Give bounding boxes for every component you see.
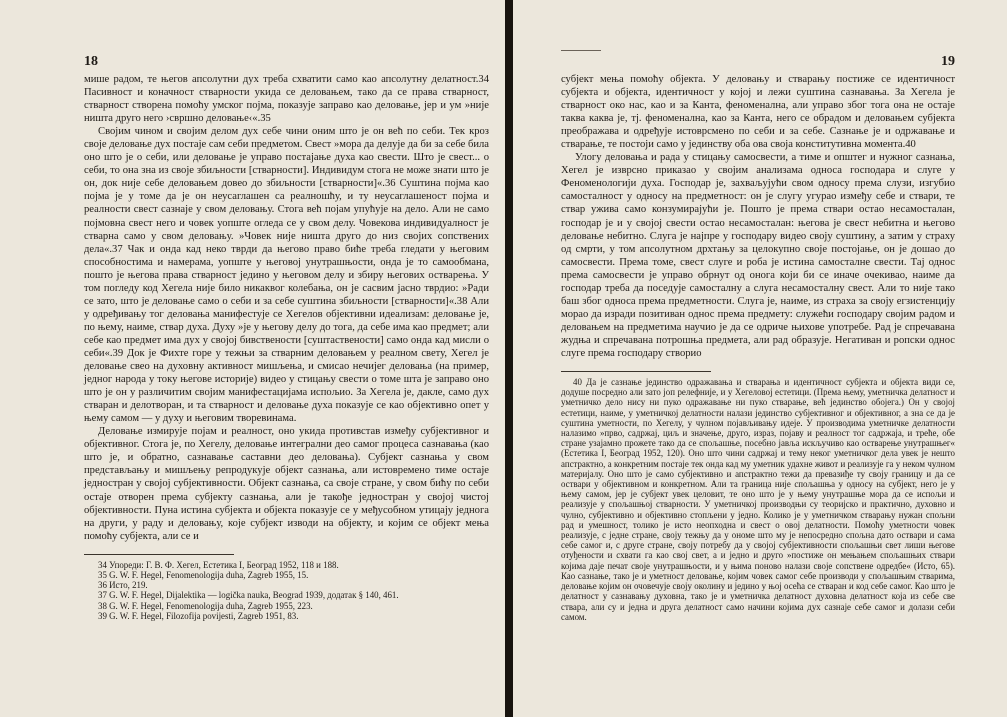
footnote: 34 Упореди: Г. В. Ф. Хегел, Естетика I, Београд 1952, 118 и 188. — [98, 559, 339, 570]
footnote-divider — [561, 371, 711, 372]
footnote: 35 G. W. F. Hegel, Fenomenologija duha, Zagreb 1955, 15. — [98, 569, 309, 580]
main-text — [84, 73, 489, 543]
page-number: 19 — [941, 54, 955, 69]
footnote-divider — [84, 554, 234, 555]
right-page — [513, 0, 1007, 717]
page-number: 18 — [84, 54, 98, 69]
book-gutter — [505, 0, 513, 717]
paragraph: Деловање измирује појам и реалност, оно укида противстав између субјективног и објективног. Стога је, по Хегелу, деловање интегрални део самог процеса сазнавања (као што је, и обратно, сазнавање саставни део деловања). Субјект сазнања у свом представљању и мишљењу репродукује објект сазнања, али истовремено тиме остаје једностран у својој субјективности. Објект сазнања, са своје стране, у свом бићу по себи остаје отворен према субјекту сазнања, али је такође једностран у својој чистој објективности. Пуна истина субјекта и објекта показује се у међусобном утицају једнога на други, у раду и деловању, које субјект изводи на објекту, и којим се објект мења помоћу субјекта, али се и — [84, 426, 489, 542]
footnote: 37 G. W. F. Hegel, Dijalektika — logička nauka, Beograd 1939, додатак § 140, 461. — [98, 590, 399, 601]
footnotes — [84, 560, 489, 621]
main-text — [561, 73, 955, 360]
footnote: 36 Исто, 219. — [98, 580, 148, 591]
paragraph: мише радом, те његов апсолутни дух треба схватити само као апсолутну делатност.34 Пасивност и коначност стварности укида се деловањем, тако да се права стварност, стварност створена помоћу умског појма, показује заправо као деловање, јер и ум »није ништа друго него ›свршно деловање‹«.35 — [84, 74, 489, 125]
paragraph: субјект мења помоћу објекта. У деловању и стварању постиже се идентичност субјекта и објекта, идентичност у којој и лежи суштина сазнавања. За Хегела је стварност око нас, као и за Канта, феноменална, али управо због тога она не остаје таква каква је, тј. феноменална, као за Канта, него се обрадом и деловањем субјекта преображава и одређује истоврсмено по себи и за себе. Сазнање је и одржавање и стварање, те постоји само у јединству оба ова своја конститутивна момента.40 — [561, 74, 955, 151]
footnote: 40 Да је сазнање јединство одражавања и стварања и идентичност субјекта и објекта види се, додуше посредно али зато јоп релефније, и у Хегеловој естетици. (Према њему, уметничка делатност и уметничко дело нису ни пуко одражавање ни пуко стварање, већ јединство обојега.) Он у својој естетици, наиме, у уметничкој делатности налази јединство субјективног и објективног, а зна се да је суштина уметности, по Хегелу, у чулном појављивању идеје. У производима уметничке делатности налазимо »прво, садржај, циљ и значење, друго, израз, појаву и реалност тог садржаја, и треће, обе стране узајамно прожете тако да се спољашње, посебно јавља искључиво као остварење унутрашњег« (Естетика I, Београд 1952, 120). Оно што чини садржај и тему неког уметничког дела увек је нешто апстрактно, а конкретним постаје тек онда кад му уметник удахне живот и реализује га у неком чулном материјалу. Оно што је само субјективно и апстрактно тежи да превазиђе ту своју границу и да се оствари у објективном и конкретном. Али та граница није спољашња у односу на субјект, него је у њему самом, јер је субјект увек целовит, те оно што је у њему унутрашње мора да се испољи и реализује у спољашњој стварности. У уметничкој производњи су теоријско и практично, духовно и чулно, субјективно и објективно стопљени у једно. Колико је у уметничком стварању нужан спољни рад и умешност, толико је исто неопходна и свест о овој делатности. Помоћу уметности човек реализује, с једне стране, своју тежњу да у ономе што му је непосредно спољна дато оствари и сама себе самог и, с друге стране, своју потребу да у својој субјективности спољашњи свет лиши његове отуђености и схвати га као свој свет, а и једно и друго »постиже он мењањем спољашњих ствари којима даје печат своје унутрашњости, и у њима поново налази своје сопствене одредбе« (Исто, 65). Као сазнање, тако је и уметност деловање, којим човек самог себе производи у спољашњим стварима, деловање којим он очовечује своју околину и једино у њој осећа се стваран и код себе самог. Као што је делатност у сазнавању духовна, тако је и уметничка делатност духовна делатност која из себе све ствара, али су и једна и друга делатност само начини којима дух сазнаје себе самог и долази себи самом. — [561, 377, 955, 622]
paragraph: Својим чином и својим делом дух себе чини оним што је он већ по себи. Тек кроз своје деловање дух постаје сам себи предметом. Свест »мора да делује да би за себе била оно што је о себи, или деловање је управо постајање духа као свести. Што је свест... о себи, то она зна из своје збиљности [стварности]. Индивидум стога не може знати што је он, док није себе деловањем довео до збиљности [стварности]«.36 Суштина појма као појма је у томе да је он неусаглашен са реалношћу, и ту неусаглашеност појма и реалности свест сазнаје у свом деловању. Стога већ појам упућује на дело. Али не само појмовна свест него и човек уопште огледа се у свом делу. Човекова индивидуалност је стварна само у свом деловању. »Човек није ништа друго до низ својих сопствених дела«.37 Чак и онда кад неко тврди да његово право биће треба гледати у његовим способностима и намерама, уопште у његовој унутрашњости, онда је то самообмана, пошто је његова права стварност једино у његовом делу и збиру његових остварења. У том погледу код Хегела није било никаквог колебања, он је сасвим јасно тврдио: »Ради се зато, што је деловање само о себи и за себе суштина збиљности [стварности]«.38 Али у одређивању тог деловања манифестује се Хегелов објективни идеализам: деловање је, по њему, наиме, ствар духа. Духу »је у његову делу до тога, да себе има као предмет; али себе као предмет има дух у својој бивствености [суштаствености] само онда кад мисли о себи«.39 Док је Фихте горе у тежњи за стварним деловањем у реалном свету, Хегел је деловање свео на духовну активност мишљења, и смисао нечијег деловања (на пример, једног народа у току његове историје) видео у стицању свести о томе шта је заправо оно што је он у различитим својим манифестацијама испољио. За Хегела је, дакле, само дух стваран и делотворан, и та стварност и деловање духа показује се као објективно опет у њему самом — у духу и његовим творевинама. — [84, 126, 489, 425]
header-mark — [561, 50, 601, 51]
footnotes — [561, 377, 955, 622]
paragraph: Улогу деловања и рада у стицању самосвести, а тиме и општег и нужног сазнања, Хегел је изврсно приказао у својим анализама односа господара и слуге у Феноменологији духа. Господар је, захваљујући свом односу према слузи, изгубио самосталност у односу на предметност: он је слугу угурао између себе и ствари, те ствар ужива само конзумирајући је. Пошто је према ствари остао несамосталан, господар је и у својој свести остао несамосталан: његова је свест небитна и његово деловање небитно. Слуга је најпре у господару видео своју суштину, а затим у страху од смрти, у том апсолутном дрхтању за целокупно своје постојање, он је дошао до самосвести. Према томе, свест слуге и роба је истина самосталне свести. Тај однос према самосвести је управо обрнут од онога који би се иначе очекивао, наиме да господар треба да поседује самосталну а слуга несамосталну свест. Али то није тако баш због односа према предметности. Слуга је, наиме, из страха за своју егзистенцију морао да изради позитиван однос према предмету: служећи господару својим радом и деловањем на предметима научио је да се одриче њихове употребе. Рад је спречавана жудња и спречавана потрошња предмета, али рад образује. Негативан и ропски однос слуге према господару створио — [561, 152, 955, 359]
footnote: 38 G. W. F. Hegel, Fenomenologija duha, Zagreb 1955, 223. — [98, 600, 313, 611]
footnote: 39 G. W. F. Hegel, Filozofija povijesti, Zagreb 1951, 83. — [98, 610, 299, 621]
